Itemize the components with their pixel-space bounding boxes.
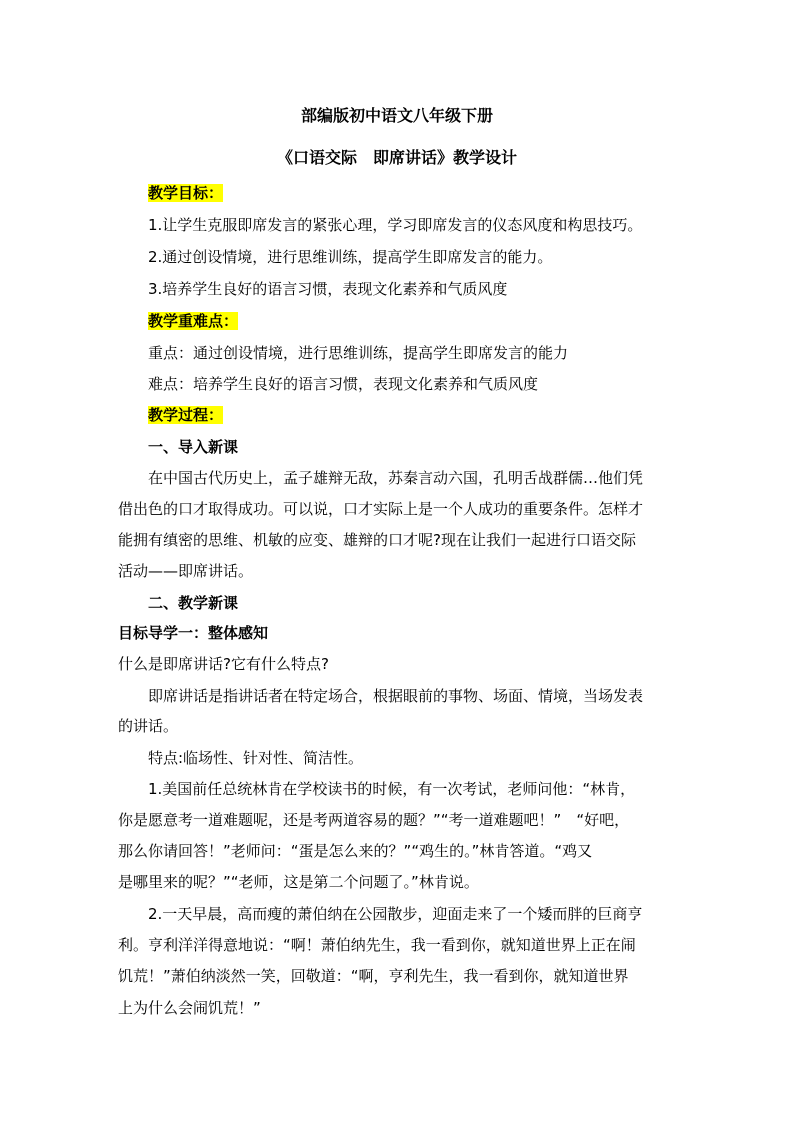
key-point-difficulty: 难点：培养学生良好的语言习惯，表现文化素养和气质风度 <box>148 375 539 393</box>
section-heading: 二、教学新课 <box>148 594 239 612</box>
section-heading: 一、导入新课 <box>148 438 239 456</box>
key-point-focus: 重点：通过创设情境，进行思维训练，提高学生即席发言的能力 <box>148 344 569 362</box>
objectives-heading-text: 教学目标： <box>148 184 224 202</box>
objective-item: 2.通过创设情境，进行思维训练，提高学生即席发言的能力。 <box>148 248 553 266</box>
process-heading <box>148 405 223 425</box>
paragraph-line: 上为什么会闹饥荒！” <box>118 999 261 1017</box>
paragraph-line: 即席讲话是指讲话者在特定场合，根据眼前的事物、场面、情境，当场发表 <box>148 687 644 705</box>
key-points-heading-text: 教学重难点： <box>148 312 239 330</box>
paragraph-line: 在中国古代历史上，孟子雄辩无敌，苏秦言动六国，孔明舌战群儒…他们凭 <box>148 469 644 487</box>
paragraph-line: 能拥有缜密的思维、机敏的应变、雄辩的口才呢?现在让我们一起进行口语交际 <box>118 531 636 549</box>
objective-item: 3.培养学生良好的语言习惯，表现文化素养和气质风度 <box>148 280 508 298</box>
paragraph-line: 是哪里来的呢？”“老师，这是第二个问题了。”林肯说。 <box>118 873 479 891</box>
features-line: 特点:临场性、针对性、简洁性。 <box>148 749 364 767</box>
paragraph-line: 你是愿意考一道难题呢，还是考两道容易的题？”“考一道难题吧！” “好吧， <box>118 811 630 829</box>
paragraph-line: 2.一天早晨，高而瘦的萧伯纳在公园散步，迎面走来了一个矮而胖的巨商亨 <box>148 905 643 923</box>
paragraph-line: 那么你请回答！”老师问：“蛋是怎么来的？”“鸡生的。”林肯答道。“鸡又 <box>118 842 593 860</box>
question-line: 什么是即席讲话?它有什么特点? <box>118 655 329 673</box>
objective-item: 1.让学生克服即席发言的紧张心理，学习即席发言的仪态风度和构思技巧。 <box>148 216 643 234</box>
process-heading-text: 教学过程： <box>148 406 224 424</box>
paragraph-line: 的讲话。 <box>118 717 179 735</box>
objectives-heading <box>148 183 223 203</box>
key-points-heading <box>148 311 238 331</box>
document-title: 部编版初中语文八年级下册 <box>300 106 493 125</box>
paragraph-line: 借出色的口才取得成功。可以说，口才实际上是一个人成功的重要条件。怎样才 <box>118 500 644 518</box>
goal-heading: 目标导学一：整体感知 <box>118 624 269 642</box>
paragraph-line: 利。亨利洋洋得意地说：“啊！萧伯纳先生，我一看到你，就知道世界上正在闹 <box>118 936 636 954</box>
document-subtitle: 《口语交际 即席讲话》教学设计 <box>276 148 517 167</box>
paragraph-line: 活动——即席讲话。 <box>118 562 254 580</box>
paragraph-line: 1.美国前任总统林肯在学校读书的时候，有一次考试，老师问他：“林肯， <box>148 780 636 798</box>
paragraph-line: 饥荒！”萧伯纳淡然一笑，回敬道：“啊，亨利先生，我一看到你，就知道世界 <box>118 967 629 985</box>
